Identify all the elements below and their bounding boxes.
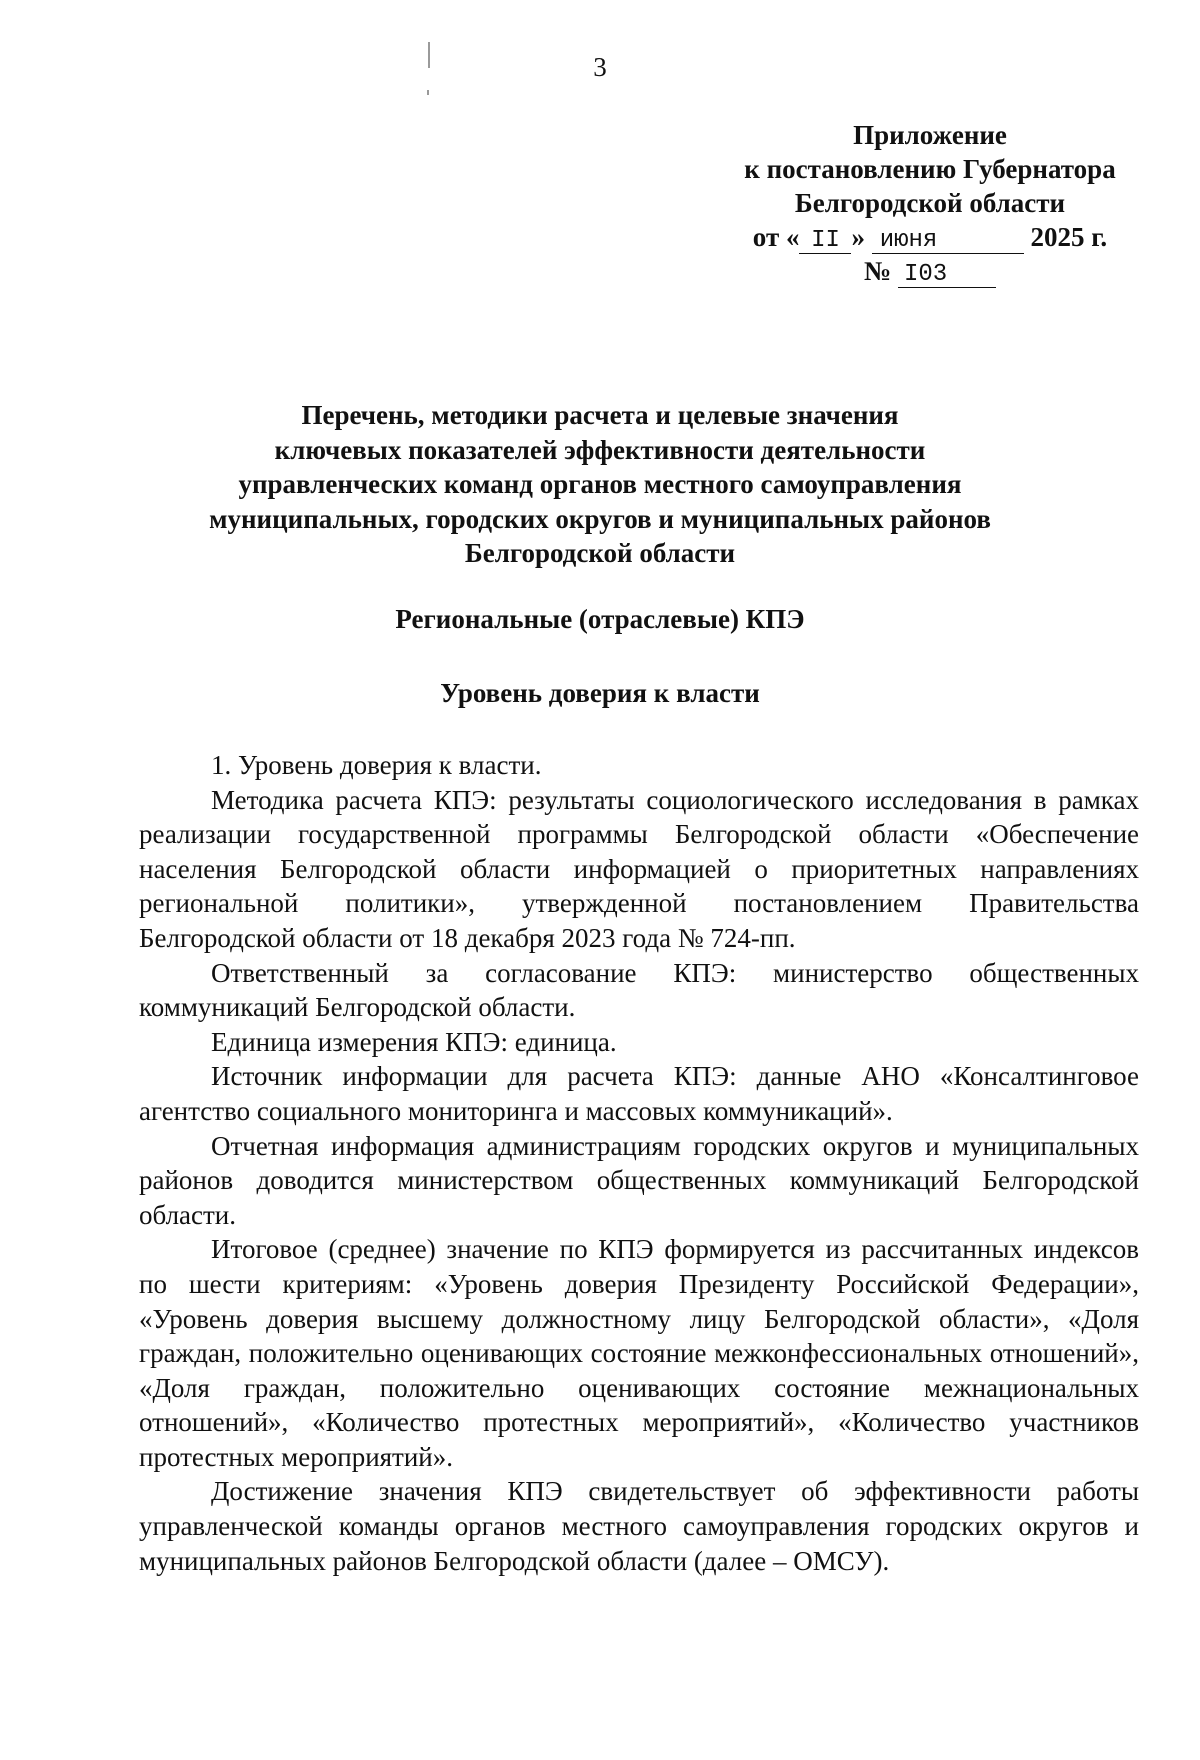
- appendix-header: [700, 118, 1160, 288]
- date-prefix: от «: [752, 222, 800, 252]
- date-month-field: июня: [872, 229, 1024, 254]
- date-year: 2025 г.: [1030, 222, 1108, 252]
- appendix-label: Приложение: [853, 120, 1007, 150]
- paragraph: Достижение значения КПЭ свидетельствует об эффективности работы управленческой команды органов местного самоуправления городских округов и муниципальных районов Белгородской области (далее – ОМСУ).: [139, 1476, 1139, 1576]
- title-line: муниципальных, городских округов и муниципальных районов: [209, 503, 991, 534]
- document-title: [140, 398, 1060, 571]
- paragraph: 1. Уровень доверия к власти.: [211, 750, 542, 780]
- appendix-region: Белгородской области: [794, 188, 1066, 218]
- number-label: №: [864, 256, 892, 286]
- scan-artifact-dot: [427, 90, 429, 95]
- appendix-date: [700, 220, 1160, 254]
- title-line: Перечень, методики расчета и целевые значения: [301, 400, 899, 430]
- paragraph: Методика расчета КПЭ: результаты социологического исследования в рамках реализации государственной программы Белгородской области «Обеспечение населения Белгородской области информацией о приоритетных направлениях региональной политики», утвержденной постановлением Правительства Белгородской области от 18 декабря 2023 года № 724-пп.: [139, 784, 1139, 953]
- appendix-resolution-ref: к постановлению Губернатора: [744, 154, 1116, 184]
- date-quote-close: »: [851, 222, 865, 252]
- appendix-number: [700, 254, 1160, 288]
- paragraph: Единица измерения КПЭ: единица.: [211, 1026, 617, 1057]
- paragraph: Ответственный за согласование КПЭ: министерство общественных коммуникаций Белгородской области.: [139, 957, 1139, 1023]
- paragraph: Источник информации для расчета КПЭ: данные АНО «Консалтинговое агентство социального мониторинга и массовых коммуникаций».: [139, 1061, 1139, 1126]
- section-title: Региональные (отраслевые) КПЭ: [395, 604, 805, 634]
- date-day-field: II: [799, 229, 851, 254]
- paragraph: Итоговое (среднее) значение по КПЭ формируется из рассчитанных индексов по шести критериям: «Уровень доверия Президенту Российской Федерации», «Уровень доверия высшему должностному лицу Белгородской области», «Доля граждан, положительно оценивающих состояние межконфессиональных отношений», «Доля граждан, положительно оценивающих состояние межнациональных отношений», «Количество протестных мероприятий», «Количество участников протестных мероприятий».: [139, 1234, 1139, 1472]
- number-field: I03: [898, 263, 996, 288]
- title-line: ключевых показателей эффективности деятельности: [274, 434, 926, 465]
- title-line: Белгородской области: [464, 538, 736, 568]
- document-body: [139, 748, 1139, 1578]
- page-number: 3: [593, 52, 607, 82]
- title-line: управленческих команд органов местного самоуправления: [238, 469, 962, 499]
- paragraph: Отчетная информация администрациям городских округов и муниципальных районов доводится министерством общественных коммуникаций Белгородской области.: [139, 1130, 1139, 1230]
- subsection-title: Уровень доверия к власти: [440, 678, 760, 708]
